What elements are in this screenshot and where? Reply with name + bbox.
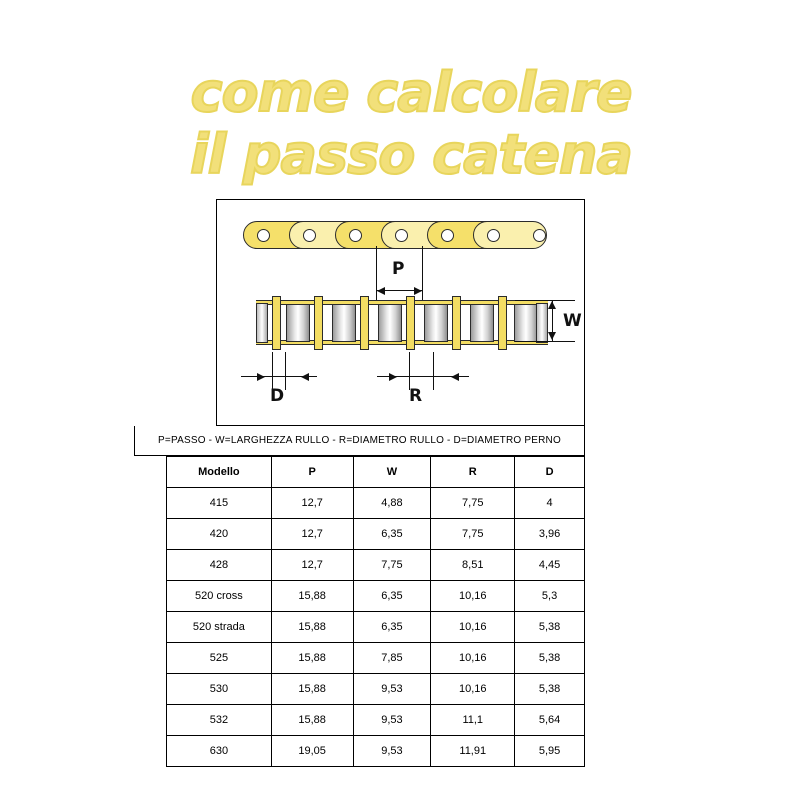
cell-p: 12,7 [271, 550, 353, 581]
legend-row: P=PASSO - W=LARGHEZZA RULLO - R=DIAMETRO RULLO - D=DIAMETRO PERNO [134, 426, 585, 456]
cell-w: 9,53 [353, 705, 431, 736]
table-row [167, 519, 585, 550]
cell-d: 4 [515, 488, 585, 519]
table-row [167, 705, 585, 736]
label-roller-diameter: R [409, 386, 423, 406]
chain-roller [514, 304, 538, 342]
width-arrow-up [548, 301, 556, 309]
cell-modello: 630 [167, 736, 272, 767]
column-header-r: R [431, 457, 515, 488]
chain-side-plate [314, 296, 323, 350]
title-line-2: il passo catena [190, 123, 632, 186]
cell-r: 7,75 [431, 488, 515, 519]
chain-diagram [216, 199, 585, 426]
cell-r: 11,1 [431, 705, 515, 736]
roller-lead-left [409, 352, 410, 390]
cell-r: 8,51 [431, 550, 515, 581]
cell-w: 6,35 [353, 612, 431, 643]
table-row [167, 550, 585, 581]
pin-lead-right [285, 352, 286, 390]
cell-modello: 415 [167, 488, 272, 519]
chain-pin [533, 229, 546, 242]
cell-p: 12,7 [271, 488, 353, 519]
cell-r: 10,16 [431, 643, 515, 674]
roller-lead-right [433, 352, 434, 390]
cell-r: 7,75 [431, 519, 515, 550]
chain-roller [424, 304, 448, 342]
cell-w: 7,85 [353, 643, 431, 674]
chain-front-view [256, 294, 548, 352]
cell-modello: 428 [167, 550, 272, 581]
label-pitch: P [392, 259, 405, 279]
pin-arrow-right [257, 373, 265, 381]
cell-p: 15,88 [271, 643, 353, 674]
column-header-p: P [271, 457, 353, 488]
chain-pin [441, 229, 454, 242]
table-row [167, 488, 585, 519]
chain-side-plate [360, 296, 369, 350]
cell-p: 15,88 [271, 612, 353, 643]
chain-roller [332, 304, 356, 342]
cell-w: 6,35 [353, 519, 431, 550]
chain-pin [349, 229, 362, 242]
chain-side-plate [272, 296, 281, 350]
roller-arrow-left [451, 373, 459, 381]
cell-modello: 525 [167, 643, 272, 674]
cell-d: 3,96 [515, 519, 585, 550]
cell-d: 5,38 [515, 643, 585, 674]
chain-roller [470, 304, 494, 342]
column-header-d: D [515, 457, 585, 488]
cell-p: 12,7 [271, 519, 353, 550]
cell-r: 10,16 [431, 612, 515, 643]
roller-arrow-right [389, 373, 397, 381]
cell-d: 5,95 [515, 736, 585, 767]
pin-arrow-left [301, 373, 309, 381]
chain-pin [395, 229, 408, 242]
cell-modello: 530 [167, 674, 272, 705]
chain-top-view [243, 215, 561, 255]
cell-r: 10,16 [431, 674, 515, 705]
cell-w: 9,53 [353, 736, 431, 767]
cell-w: 6,35 [353, 581, 431, 612]
cell-p: 19,05 [271, 736, 353, 767]
cell-p: 15,88 [271, 674, 353, 705]
chain-side-plate [406, 296, 415, 350]
width-lead-bottom [515, 341, 575, 342]
chain-side-plate [498, 296, 507, 350]
table-row [167, 643, 585, 674]
cell-modello: 520 cross [167, 581, 272, 612]
chain-end-cap [256, 303, 268, 343]
cell-p: 15,88 [271, 581, 353, 612]
cell-r: 11,91 [431, 736, 515, 767]
chain-spec-table [166, 456, 585, 767]
column-header-modello: Modello [167, 457, 272, 488]
chain-pin [303, 229, 316, 242]
cell-d: 5,38 [515, 674, 585, 705]
cell-d: 5,64 [515, 705, 585, 736]
cell-modello: 520 strada [167, 612, 272, 643]
label-pin-diameter: D [270, 386, 285, 406]
table-header-row [167, 457, 585, 488]
chain-pin [257, 229, 270, 242]
table-row [167, 736, 585, 767]
pin-lead-left [272, 352, 273, 390]
cell-w: 9,53 [353, 674, 431, 705]
table-row [167, 581, 585, 612]
cell-w: 4,88 [353, 488, 431, 519]
page-title [0, 62, 800, 186]
chain-roller [378, 304, 402, 342]
chain-side-plate [452, 296, 461, 350]
cell-d: 4,45 [515, 550, 585, 581]
chain-end-cap [536, 303, 548, 343]
column-header-w: W [353, 457, 431, 488]
width-lead-top [515, 300, 575, 301]
width-arrow-down [548, 332, 556, 340]
title-line-1: come calcolare [190, 61, 632, 124]
cell-modello: 420 [167, 519, 272, 550]
label-width: W [563, 311, 582, 331]
cell-modello: 532 [167, 705, 272, 736]
cell-r: 10,16 [431, 581, 515, 612]
cell-d: 5,38 [515, 612, 585, 643]
cell-w: 7,75 [353, 550, 431, 581]
table-row [167, 612, 585, 643]
chain-roller [286, 304, 310, 342]
cell-p: 15,88 [271, 705, 353, 736]
chain-pin [487, 229, 500, 242]
table-row [167, 674, 585, 705]
cell-d: 5,3 [515, 581, 585, 612]
